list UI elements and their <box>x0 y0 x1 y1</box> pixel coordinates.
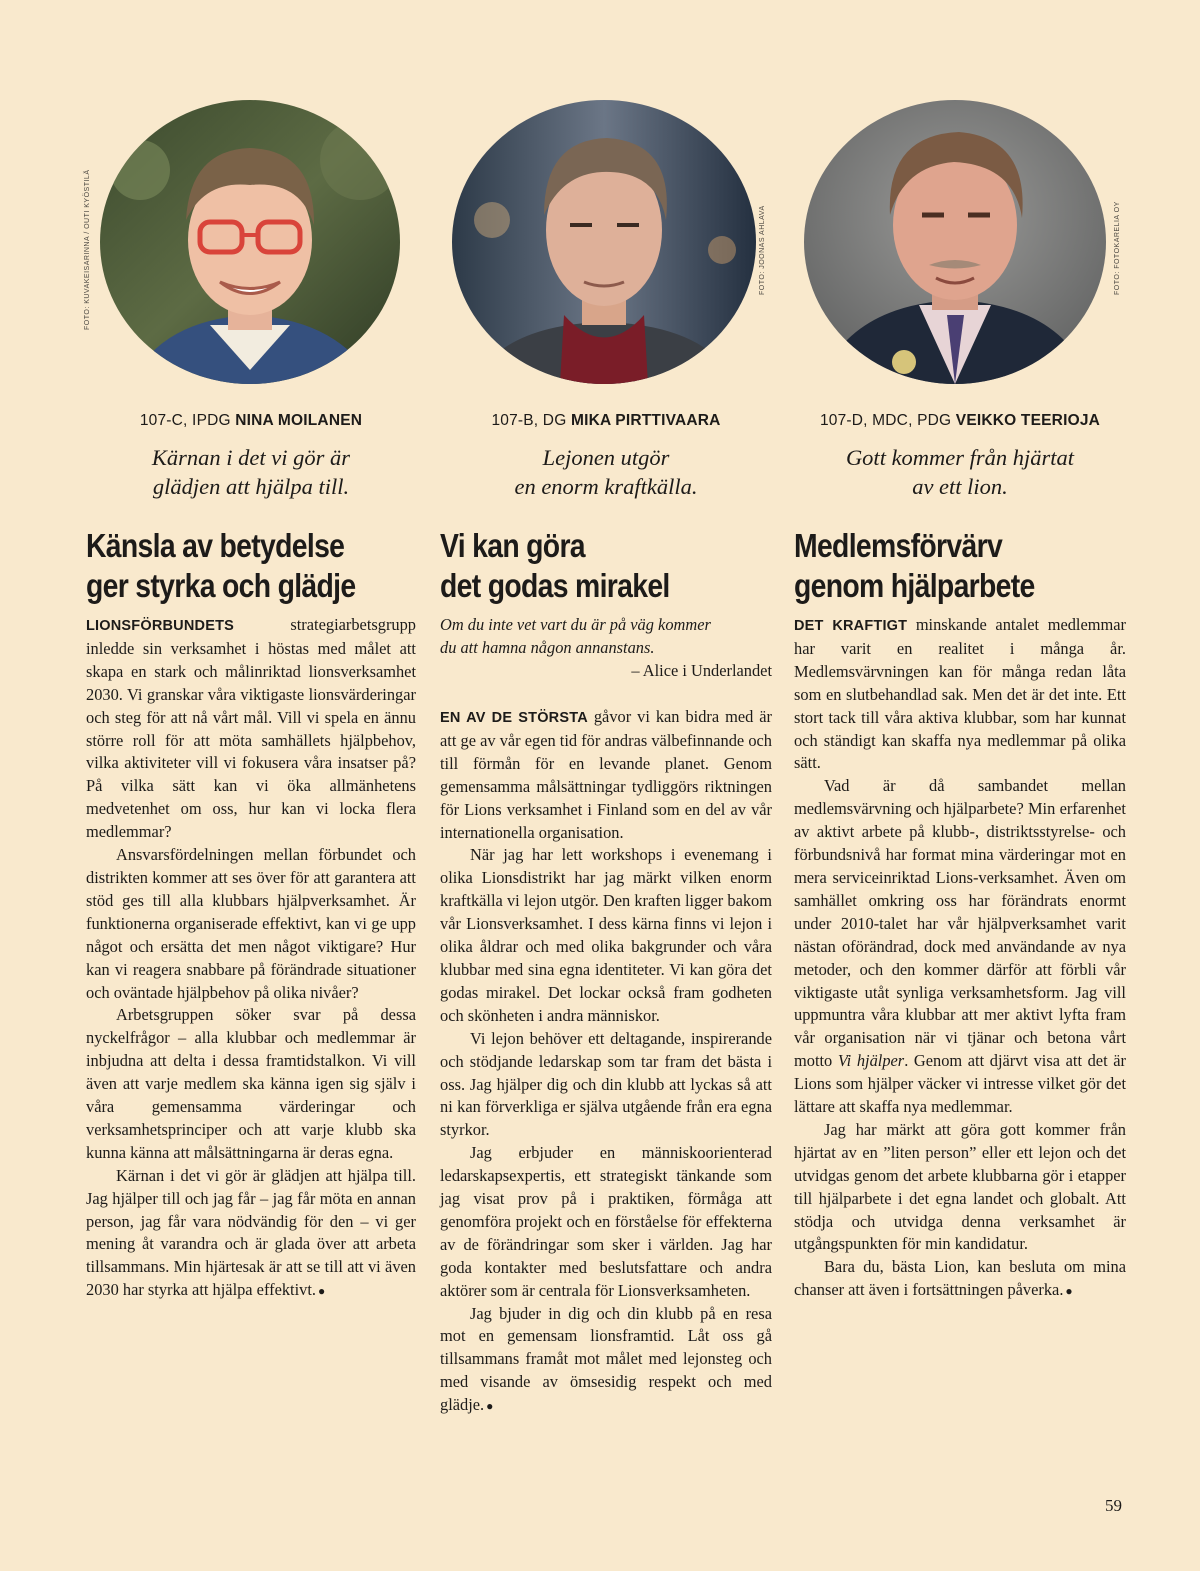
article-headline <box>794 526 1080 606</box>
district-role: 107-B, DG <box>491 412 571 429</box>
headline-line: ger styrka och glädje <box>86 567 356 604</box>
candidate-name: MIKA PIRTTIVAARA <box>570 412 721 429</box>
paragraph-text: Jag bjuder in dig och din klubb på en resa mot en gemensam lionsframtid. Låt oss gå tillsammans framåt mot målet med lejonsteg och med visande av ömsesidig respekt och med glädje. <box>440 1303 772 1415</box>
article-headline <box>86 526 370 606</box>
candidate-name-line <box>440 412 772 430</box>
paragraph-text: Vad är då sambandet mellan medlemsvärvning och hjälparbete? Min erfarenhet av aktivt arbete på klubb-, distriktsstyrelse- och förbundsnivå har format mina värderingar mot en mera serviceinriktad Lions-verksamhet. Även om samhället omkring oss har förändrats enormt under 2010-talet har vår hjälpverksamhet varit nästan oförändrad, dock med användande av nya metoder, och den kommer därför att förbli vår viktigaste utåt synliga verksamhetsform. Jag vill uppmuntra våra klubbar att mer aktivt lyfta fram vår organisation när vi tjänar och betona vårt motto <box>794 776 1126 1071</box>
paragraph-text: gåvor vi kan bidra med är att ge av vår egen tid för andras välbefinnande och till förmån för en levande planet. Genom gemensamma målsättningar tydliggörs riktningen för Lions verksamhet i Finland som en del av vår internationella organisation. <box>440 707 772 842</box>
article-body <box>86 614 416 1303</box>
pull-quote <box>440 443 772 501</box>
paragraph-text: Kärnan i det vi gör är glädjen att hjälpa till. Jag hjälper till och jag får – jag får möta en annan person, jag får vara nödvändig för den – vi ger mening åt varandra och är glada över att arbeta tillsammans. Min hjärtesak är att se till att vi även 2030 har styrka att hjälpa effektivt. <box>86 1165 416 1300</box>
pull-quote <box>86 443 416 501</box>
district-role: 107-C, IPDG <box>139 412 236 429</box>
body-paragraph <box>794 1256 1126 1303</box>
portrait-nina-moilanen <box>100 100 400 384</box>
article-headline <box>440 526 726 606</box>
epigraph-source: – Alice i Underlandet <box>631 660 772 680</box>
epigraph-line: du att hamna någon annanstans. <box>440 637 655 657</box>
pull-quote-line: Gott kommer från hjärtat <box>845 445 1075 470</box>
epigraph-line: Om du inte vet vart du är på väg kommer <box>440 615 711 634</box>
photo-credit: FOTO: JOONAS AHLAVA <box>759 205 766 295</box>
article-body <box>440 706 772 1418</box>
headline-line: Medlemsförvärv <box>794 527 1003 564</box>
lead-in: LIONSFÖRBUNDETS <box>86 618 234 634</box>
page-number: 59 <box>1105 1496 1122 1515</box>
portrait-photo <box>452 100 756 384</box>
paragraph-text: strategiarbetsgrupp inledde sin verksamhet i höstas med målet att skapa en stark och målinriktad lionsverksamhet 2030. Vi granskar våra viktigaste lionsvärderingar och steg för att nå vårt mål. Vill vi spela en ännu större roll för att möta samhällets hjälpbehov, vilka aktiviteter vill vi fokusera våra insatser på? På vilka sätt kan vi öka allmänhetens medvetenhet om oss, hur kan vi locka flera medlemmar? <box>86 615 416 842</box>
motto: Vi hjälper <box>837 1051 905 1071</box>
pull-quote-line: en enorm kraftkälla. <box>514 474 698 499</box>
body-paragraph: När jag har lett workshops i evenemang i olika Lionsdistrikt har jag märkt vilken enorm kraftkälla vi lejon utgör. Den kraften ligger bakom vår Lionsverksamhet. I dess kärna finns vi lejon i olika åldrar och med olika bakgrunder och våra klubbar med sina egna identiteter. Vi kan göra det godas mirakel. Det lockar också fram godheten och skönheten i andra människor. <box>440 845 772 1025</box>
body-paragraph <box>794 614 1126 775</box>
body-paragraph <box>86 1165 416 1303</box>
candidate-name: NINA MOILANEN <box>235 412 363 429</box>
lead-in: DET KRAFTIGT <box>794 618 908 634</box>
portrait-photo <box>100 100 400 384</box>
candidate-name-line <box>794 412 1126 430</box>
headline-line: det godas mirakel <box>440 567 670 604</box>
body-paragraph <box>86 614 416 844</box>
headline-line: Känsla av betydelse <box>86 527 345 564</box>
paragraph-text: Bara du, bästa Lion, kan besluta om mina chanser att även i fortsättningen påverka. <box>794 1257 1126 1300</box>
body-paragraph: Ansvarsfördelningen mellan förbundet och distrikten kommer att ses över för att garantera att stöd ges till alla klubbars hjälpverksamhet. Är funktionerna organiserade effektivt, kan vi ge upp något och ersätta det men något viktigare? Hur kan vi reagera snabbare på förändrade situationer och oväntade hjälpbehov på olika nivåer? <box>86 845 416 1002</box>
pull-quote-line: av ett lion. <box>912 474 1008 499</box>
portrait-mika-pirttivaara <box>452 100 756 384</box>
body-paragraph <box>794 775 1126 1119</box>
article-body <box>794 614 1126 1303</box>
end-mark: ● <box>318 1284 326 1299</box>
paragraph-text: minskande antalet medlemmar har varit en realitet i många år. Medlemsvärvningen kan för många redan låta som en slutbehandlad sak. Men det är det inte. Ett stort tack till våra aktiva klubbar, som har kunnat och ständigt kan skaffa nya medlemmar på olika sätt. <box>794 615 1126 773</box>
end-mark: ● <box>486 1399 494 1414</box>
pull-quote-line: glädjen att hjälpa till. <box>152 474 350 499</box>
lead-in: EN AV DE STÖRSTA <box>440 710 588 726</box>
pull-quote-line: Lejonen utgör <box>542 445 670 470</box>
portrait-veikko-teerioja <box>804 100 1106 384</box>
pull-quote-line: Kärnan i det vi gör är <box>151 445 351 470</box>
headline-line: genom hjälparbete <box>794 567 1035 604</box>
epigraph <box>440 614 772 683</box>
portrait-photo <box>804 100 1106 384</box>
body-paragraph: Arbetsgruppen söker svar på dessa nyckelfrågor – alla klubbar och medlemmar är inbjudna att delta i dessa framtidstalkon. Vi vill även att varje medlem ska känna igen sig själv i våra gemensamma värderingar och verksamhetsprinciper och att varje klubb ska kunna känna att målsättningarna är deras egna. <box>86 1005 416 1162</box>
body-paragraph <box>440 1303 772 1419</box>
candidate-name-line <box>86 412 416 430</box>
body-paragraph <box>440 706 772 844</box>
body-paragraph: Vi lejon behöver ett deltagande, inspirerande och stödjande ledarskap som tar fram det bästa i oss. Jag hjälper dig och din klubb att lyckas så att ni kan förverkliga er själva utgående från era egna styrkor. <box>440 1028 772 1140</box>
candidate-name: VEIKKO TEERIOJA <box>955 412 1101 429</box>
headline-line: Vi kan göra <box>440 527 585 564</box>
body-paragraph: Jag har märkt att göra gott kommer från hjärtat av en ”liten person” eller ett lejon och det utvidgas genom det arbete klubbarna gör i etapper till hjälparbete i det egna landet och globalt. Att stödja och utvidga denna verksamhet är utgångspunkten för min kandidatur. <box>794 1119 1126 1254</box>
end-mark: ● <box>1065 1284 1073 1299</box>
photo-credit: FOTO: FOTOKARELIA OY <box>1114 201 1121 295</box>
district-role: 107-D, MDC, PDG <box>819 412 956 429</box>
paragraph-text: . Genom att djärvt visa att det är Lions som hjälper väcker vi intresse vilket gör det lättare att skaffa nya medlemmar. <box>794 1051 1126 1117</box>
pull-quote <box>794 443 1126 501</box>
photo-credit: FOTO: KUVAKEISARINNA / OUTI KYÖSTILÄ <box>84 169 91 330</box>
body-paragraph: Jag erbjuder en människoorienterad ledarskapsexpertis, ett strategiskt tänkande som jag visat prov på i praktiken, förmåga att genomföra projekt och en förståelse för effekterna av de förändringar som sker i världen. Jag har goda kontakter med beslutsfattare och andra aktörer som är centrala för Lionsverksamheten. <box>440 1143 772 1300</box>
